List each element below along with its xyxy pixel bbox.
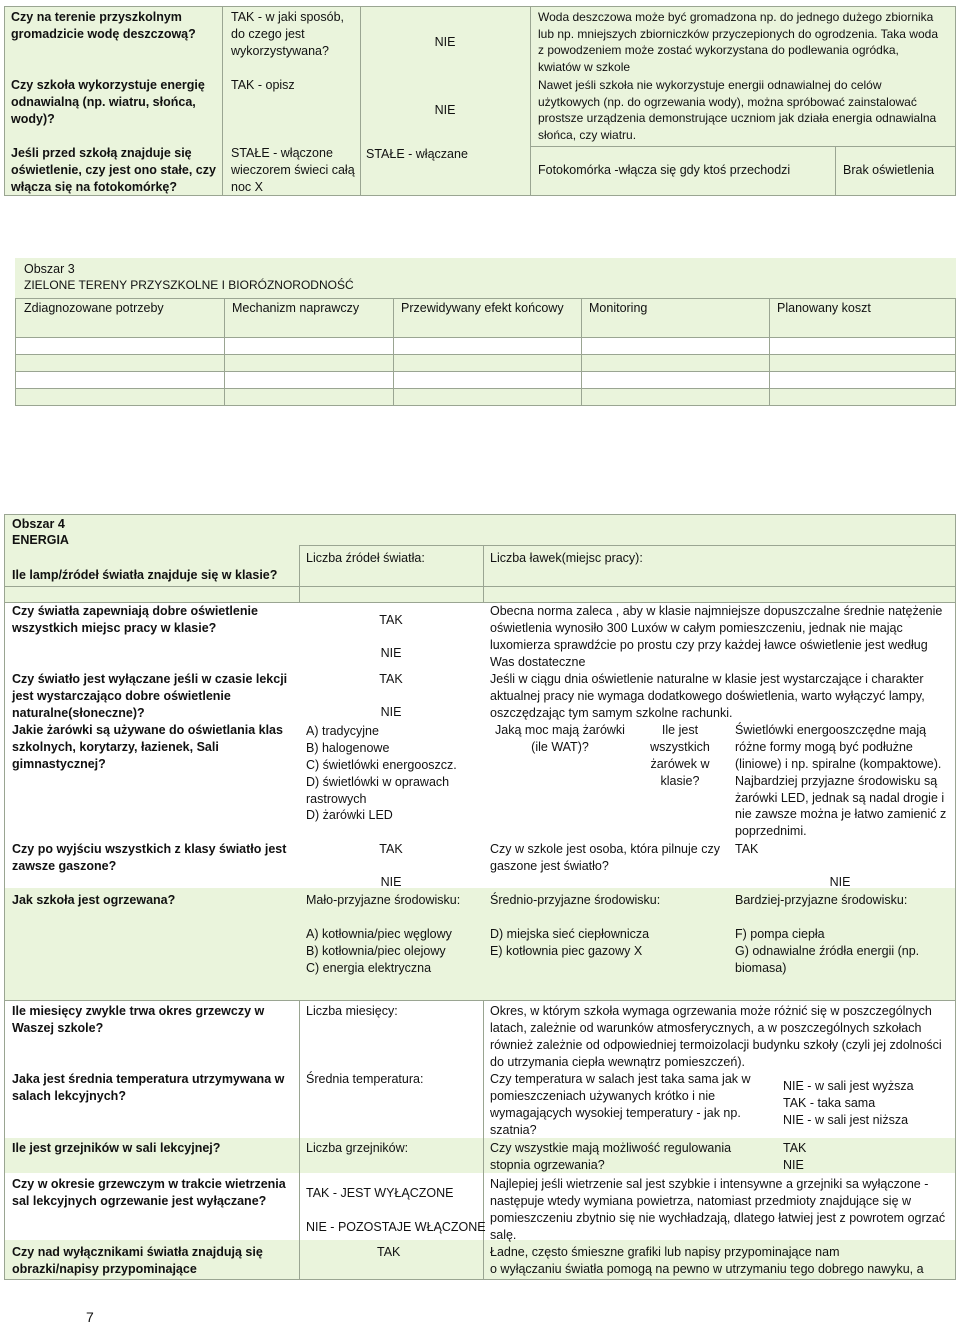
rainwater-info: Woda deszczowa może być gromadzona np. do jednego dużego zbiornika lub np. mniejszych zbiorniczków przyczepionych do ogrodzenia. Taka woda z powodzeniem może zostać wykorzystana do podlewania ogródka, kwiatów w szkole bbox=[538, 10, 938, 74]
heating-months-info: Okres, w którym szkoła wymaga ogrzewania może różnić się w poszczególnych latach, zależnie od warunków atmosferycznych, a w poszczególnych szkołach również zależnie od odpowiedniej termoizolacji budynku szkoły (czyli jej zdolności do utrzymania ciepła wewnątrz pomieszczeń). bbox=[490, 1004, 942, 1069]
col-effect: Przewidywany efekt końcowy bbox=[401, 301, 564, 315]
answer-photocell[interactable]: Fotokomórka -włącza się gdy ktoś przechodzi bbox=[538, 163, 791, 177]
heating-low-label: Mało-przyjazne środowisku: bbox=[306, 893, 461, 907]
bulb-power-question[interactable]: Jaką moc mają żarówki (ile WAT)? bbox=[495, 723, 625, 754]
answer-no-rainwater[interactable]: NIE bbox=[434, 35, 456, 49]
light-quality-info: Obecna norma zaleca , aby w klasie najmniejsze dopuszczalne średnie natężenie oświetlenia wynosiło 300 Luxów w całym pomieszczeniu, jednak nie mając luxomierza sprawdźcie po prostu czy przy każdej ławce oświetlenie jest według Was dostateczne bbox=[490, 604, 943, 669]
light-off-no[interactable]: NIE bbox=[380, 705, 402, 719]
temperature-info: Czy temperatura w salach jest taka sama jak w pomieszczeniach używanych krótko i nie wymagających wysokiej temperatury - jak np. szatnia? bbox=[490, 1072, 751, 1137]
question-signs: Czy nad wyłącznikami światła znajdują się obrazki/napisy przypominające bbox=[12, 1245, 263, 1276]
light-person-yes[interactable]: TAK bbox=[735, 842, 759, 856]
bulb-type-options[interactable]: A) tradycyjne B) halogenowe C) świetlówki energooszcz. D) świetlówki w oprawach rastrowych D) żarówki LED bbox=[306, 724, 457, 823]
light-exit-yes[interactable]: TAK bbox=[379, 842, 403, 856]
answer-yes-renewable[interactable]: TAK - opisz bbox=[231, 78, 295, 92]
question-lighting: Jeśli przed szkołą znajduje się oświetlenie, czy jest ono stałe, czy włącza się na fotokomórkę? bbox=[11, 146, 216, 194]
answer-constant-lighting[interactable]: STAŁE - włączone wieczorem świeci całą noc X bbox=[231, 146, 355, 194]
answer-yes-rainwater[interactable]: TAK - w jaki sposób, do czego jest wykorzystywana? bbox=[231, 10, 345, 58]
col-monitoring: Monitoring bbox=[589, 301, 648, 315]
col-cost: Planowany koszt bbox=[777, 301, 871, 315]
page-number: 7 bbox=[86, 1309, 94, 1325]
radiators-count-label[interactable]: Liczba grzejników: bbox=[306, 1141, 409, 1155]
signs-yes[interactable]: TAK bbox=[377, 1245, 401, 1259]
question-renewable: Czy szkoła wykorzystuje energię odnawialną (np. wiatru, słońca, wody)? bbox=[11, 78, 205, 126]
light-person-question: Czy w szkole jest osoba, która pilnuje czy gaszone jest światło? bbox=[490, 842, 720, 873]
bulbs-info: Świetlówki energooszczędne mają różne formy mogą być podłużne (liniowe) i np. spiralne (kompaktowe). Najbardziej przyjazne środowisku są żarówki LED, jednak są nadal drogie i nie zawsze można je łatwo zamienić z poprzednimi. bbox=[735, 723, 947, 839]
question-light-quality: Czy światła zapewniają dobre oświetlenie wszystkich miejsc pracy w klasie? bbox=[12, 604, 258, 635]
col-needs: Zdiagnozowane potrzeby bbox=[24, 301, 164, 315]
ventilation-yes[interactable]: TAK - JEST WYŁĄCZONE bbox=[306, 1186, 454, 1200]
radiators-yes[interactable]: TAK bbox=[783, 1141, 807, 1155]
question-rainwater: Czy na terenie przyszkolnym gromadzicie wodę deszczową? bbox=[11, 10, 196, 41]
light-quality-no[interactable]: NIE bbox=[380, 646, 402, 660]
temperature-label[interactable]: Średnia temperatura: bbox=[306, 1072, 424, 1086]
question-heating-months: Ile miesięcy zwykle trwa okres grzewczy w Waszej szkole? bbox=[12, 1004, 265, 1035]
question-heating: Jak szkoła jest ogrzewana? bbox=[12, 893, 176, 907]
desks-count-label[interactable]: Liczba ławek(miejsc pracy): bbox=[490, 551, 643, 565]
light-off-info: Jeśli w ciągu dnia oświetlenie naturalne w klasie jest wystarczające i charakter aktualnej pracy nie wymaga dodatkowego doświetlenia, warto wyłączyć lampy, oszczędzając tym samym szkolne rachunki. bbox=[490, 672, 925, 720]
answer-no-renewable[interactable]: NIE bbox=[434, 103, 456, 117]
question-light-exit: Czy po wyjściu wszystkich z klasy światło jest zawsze gaszone? bbox=[12, 842, 287, 873]
temperature-options[interactable]: NIE - w sali jest wyższa TAK - taka sama NIE - w sali jest niższa bbox=[783, 1079, 914, 1127]
question-lamps: Ile lamp/źródeł światła znajduje się w klasie? bbox=[12, 568, 278, 582]
heating-high-label: Bardziej-przyjazne środowisku: bbox=[735, 893, 908, 907]
signs-info: Ładne, często śmieszne grafiki lub napisy przypominające nam o wyłączaniu światła pomogą na pewno w utrzymaniu tego dobrego nawyku, a bbox=[490, 1245, 924, 1276]
radiators-info: Czy wszystkie mają możliwość regulowania stopnia ogrzewania? bbox=[490, 1141, 732, 1172]
light-off-yes[interactable]: TAK bbox=[379, 672, 403, 686]
question-temperature: Jaka jest średnia temperatura utrzymywana w salach lekcyjnych? bbox=[12, 1072, 285, 1103]
heating-mid-label: Średnio-przyjazne środowisku: bbox=[490, 893, 661, 907]
question-radiators: Ile jest grzejników w sali lekcyjnej? bbox=[12, 1141, 221, 1155]
light-exit-no[interactable]: NIE bbox=[380, 875, 402, 889]
ventilation-no[interactable]: NIE - POZOSTAJE WŁĄCZONE bbox=[306, 1220, 486, 1234]
heating-mid-options[interactable]: D) miejska sieć ciepłownicza E) kotłownia piec gazowy X bbox=[490, 927, 650, 958]
lamps-count-label[interactable]: Liczba źródeł światła: bbox=[306, 551, 425, 565]
question-ventilation: Czy w okresie grzewczym w trakcie wietrzenia sal lekcyjnych ogrzewanie jest wyłączane? bbox=[12, 1177, 286, 1208]
area4-title: Obszar 4 bbox=[12, 517, 65, 531]
col-mechanism: Mechanizm naprawczy bbox=[232, 301, 360, 315]
answer-constant-switched[interactable]: STAŁE - włączane bbox=[366, 147, 468, 161]
area3-subtitle: ZIELONE TERENY PRZYSZKOLNE I BIORÓZNORODNOŚĆ bbox=[24, 278, 354, 292]
bulb-count-question[interactable]: Ile jest wszystkich żarówek w klasie? bbox=[650, 723, 710, 788]
question-bulbs: Jakie żarówki są używane do oświetlania klas szkolnych, korytarzy, łazienek, Sali gimnastycznej? bbox=[12, 723, 283, 771]
answer-no-lighting[interactable]: Brak oświetlenia bbox=[843, 163, 935, 177]
heating-low-options[interactable]: A) kotłownia/piec węglowy B) kotłownia/piec olejowy C) energia elektryczna bbox=[306, 927, 452, 975]
light-quality-yes[interactable]: TAK bbox=[379, 613, 403, 627]
months-count-label[interactable]: Liczba miesięcy: bbox=[306, 1004, 398, 1018]
renewable-info: Nawet jeśli szkoła nie wykorzystuje energii odnawialnej do celów użytkowych (np. do ogrzewania wody), można spróbować zainstalować prostsze urządzenia demonstrujące uczniom jak działa energia odnawialna słońca, czy wiatru. bbox=[538, 78, 937, 142]
area4-subtitle: ENERGIA bbox=[12, 533, 69, 547]
light-person-no[interactable]: NIE bbox=[829, 875, 851, 889]
heating-high-options[interactable]: F) pompa ciepła G) odnawialne źródła energii (np. biomasa) bbox=[735, 927, 920, 975]
radiators-no[interactable]: NIE bbox=[783, 1158, 804, 1172]
question-light-off: Czy światło jest wyłączane jeśli w czasie lekcji jest wystarczająco dobre oświetlenie naturalne(słoneczne)? bbox=[12, 672, 288, 720]
area3-title: Obszar 3 bbox=[24, 262, 75, 276]
ventilation-info: Najlepiej jeśli wietrzenie sal jest szybkie i intensywne a grzejniki sa wyłączone - następuje wtedy wymiana powietrza, natomiast przedmioty znajdujące się w pomieszczeniu zbytnio się nie wychładzają, dlatego łatwiej jest z powrotem ogrzać salę. bbox=[490, 1177, 946, 1242]
